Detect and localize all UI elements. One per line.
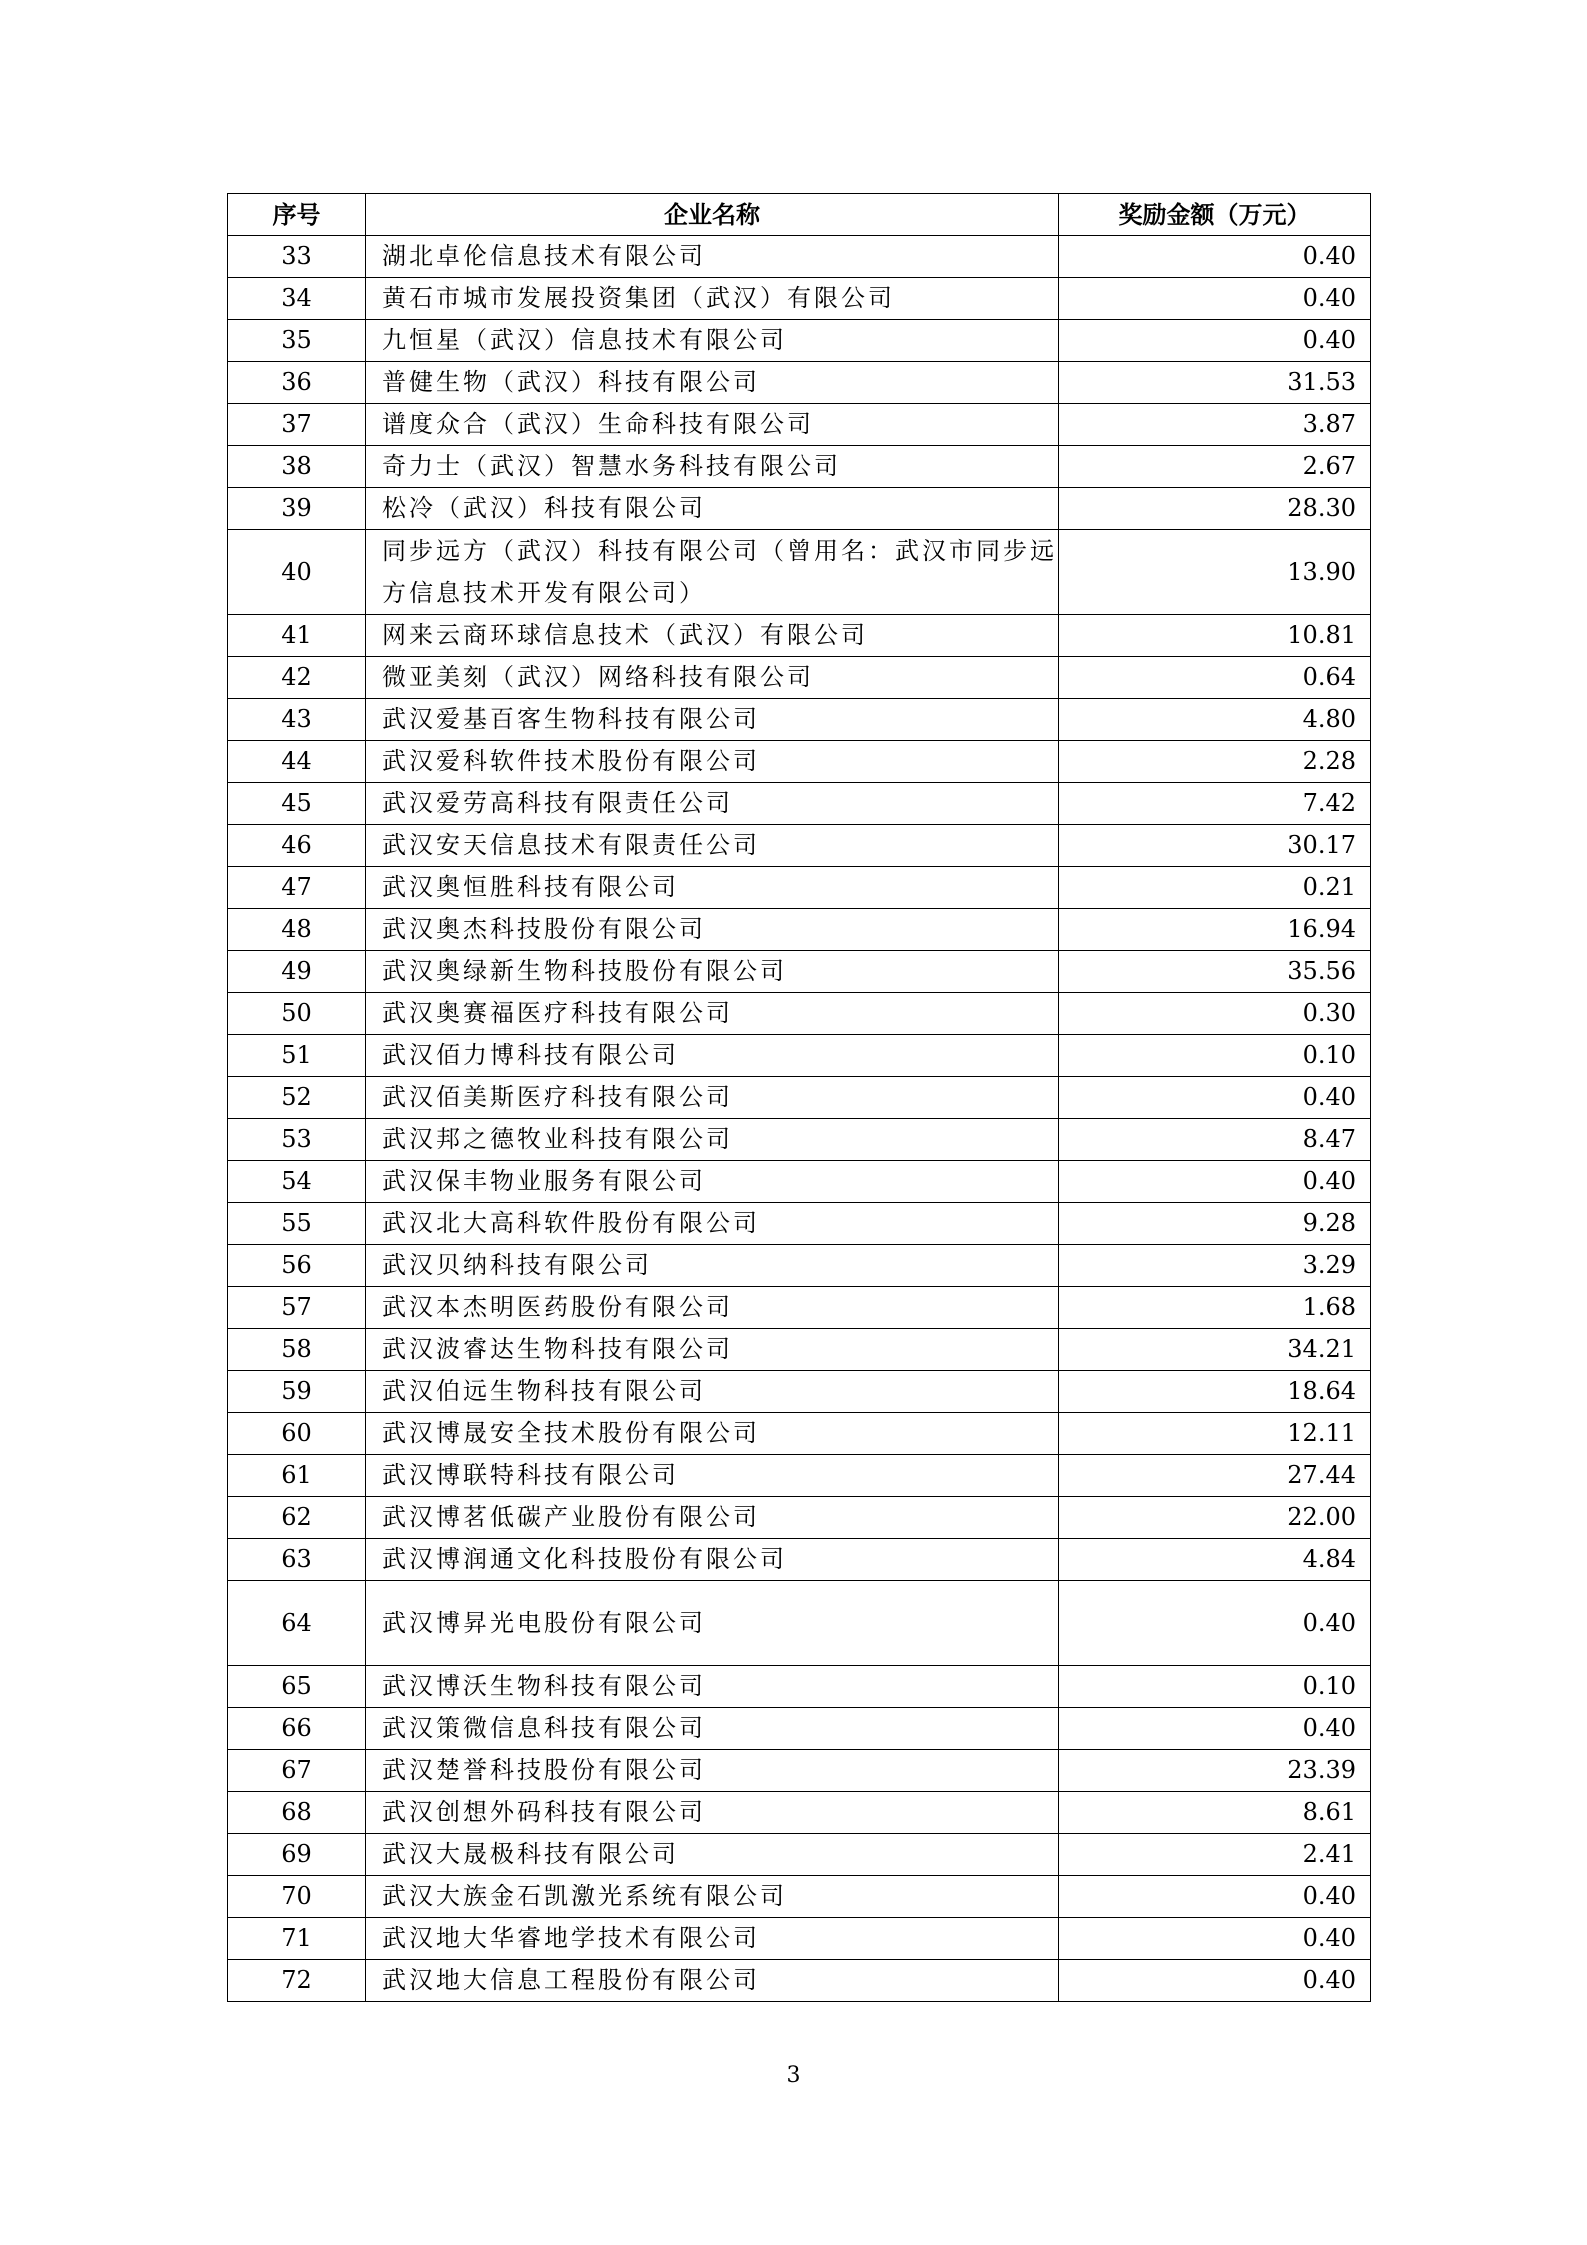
row-award-amount: 0.40 (1059, 1581, 1371, 1666)
row-award-amount: 23.39 (1059, 1750, 1371, 1792)
row-award-amount: 9.28 (1059, 1203, 1371, 1245)
table-header-row (228, 194, 1371, 236)
table-row (228, 1455, 1371, 1497)
table-row (228, 1918, 1371, 1960)
table-row (228, 1161, 1371, 1203)
row-award-amount: 8.61 (1059, 1792, 1371, 1834)
table-row (228, 1119, 1371, 1161)
row-index: 40 (228, 530, 366, 615)
row-index: 57 (228, 1287, 366, 1329)
row-award-amount: 3.87 (1059, 404, 1371, 446)
row-company-name: 同步远方（武汉）科技有限公司（曾用名：武汉市同步远方信息技术开发有限公司） (366, 530, 1059, 615)
row-index: 46 (228, 825, 366, 867)
table-row (228, 1413, 1371, 1455)
row-company-name: 九恒星（武汉）信息技术有限公司 (366, 320, 1059, 362)
row-company-name: 武汉爱科软件技术股份有限公司 (366, 741, 1059, 783)
row-index: 52 (228, 1077, 366, 1119)
row-company-name: 武汉博润通文化科技股份有限公司 (366, 1539, 1059, 1581)
row-index: 60 (228, 1413, 366, 1455)
row-award-amount: 35.56 (1059, 951, 1371, 993)
row-award-amount: 0.40 (1059, 1708, 1371, 1750)
row-company-name: 武汉贝纳科技有限公司 (366, 1245, 1059, 1287)
row-index: 41 (228, 615, 366, 657)
row-company-name: 武汉博昇光电股份有限公司 (366, 1581, 1059, 1666)
row-award-amount: 2.41 (1059, 1834, 1371, 1876)
row-index: 49 (228, 951, 366, 993)
row-index: 61 (228, 1455, 366, 1497)
row-award-amount: 0.40 (1059, 1161, 1371, 1203)
table-row (228, 1750, 1371, 1792)
row-index: 71 (228, 1918, 366, 1960)
table-row (228, 1666, 1371, 1708)
row-index: 59 (228, 1371, 366, 1413)
row-award-amount: 12.11 (1059, 1413, 1371, 1455)
row-index: 68 (228, 1792, 366, 1834)
row-company-name: 网来云商环球信息技术（武汉）有限公司 (366, 615, 1059, 657)
award-table (227, 193, 1371, 2002)
row-company-name: 武汉奥杰科技股份有限公司 (366, 909, 1059, 951)
row-company-name: 武汉邦之德牧业科技有限公司 (366, 1119, 1059, 1161)
row-award-amount: 0.64 (1059, 657, 1371, 699)
row-award-amount: 10.81 (1059, 615, 1371, 657)
row-company-name: 武汉创想外码科技有限公司 (366, 1792, 1059, 1834)
row-index: 38 (228, 446, 366, 488)
table-row (228, 530, 1371, 615)
row-index: 47 (228, 867, 366, 909)
table-row (228, 362, 1371, 404)
row-company-name: 武汉本杰明医药股份有限公司 (366, 1287, 1059, 1329)
row-award-amount: 0.40 (1059, 278, 1371, 320)
row-index: 72 (228, 1960, 366, 2002)
header-index: 序号 (228, 194, 366, 236)
row-company-name: 武汉博沃生物科技有限公司 (366, 1666, 1059, 1708)
row-company-name: 武汉楚誉科技股份有限公司 (366, 1750, 1059, 1792)
header-company-name: 企业名称 (366, 194, 1059, 236)
row-index: 54 (228, 1161, 366, 1203)
table-row (228, 1834, 1371, 1876)
row-index: 65 (228, 1666, 366, 1708)
row-company-name: 武汉地大华睿地学技术有限公司 (366, 1918, 1059, 1960)
row-company-name: 武汉爱劳高科技有限责任公司 (366, 783, 1059, 825)
row-company-name: 武汉策微信息科技有限公司 (366, 1708, 1059, 1750)
row-index: 62 (228, 1497, 366, 1539)
row-company-name: 武汉奥绿新生物科技股份有限公司 (366, 951, 1059, 993)
row-award-amount: 22.00 (1059, 1497, 1371, 1539)
row-index: 42 (228, 657, 366, 699)
row-award-amount: 0.30 (1059, 993, 1371, 1035)
row-company-name: 武汉奥赛福医疗科技有限公司 (366, 993, 1059, 1035)
row-company-name: 奇力士（武汉）智慧水务科技有限公司 (366, 446, 1059, 488)
row-company-name: 武汉佰美斯医疗科技有限公司 (366, 1077, 1059, 1119)
row-award-amount: 31.53 (1059, 362, 1371, 404)
row-award-amount: 0.40 (1059, 236, 1371, 278)
table-row (228, 1792, 1371, 1834)
row-index: 53 (228, 1119, 366, 1161)
row-award-amount: 8.47 (1059, 1119, 1371, 1161)
table-row (228, 699, 1371, 741)
row-award-amount: 27.44 (1059, 1455, 1371, 1497)
row-index: 45 (228, 783, 366, 825)
row-company-name: 松冷（武汉）科技有限公司 (366, 488, 1059, 530)
row-company-name: 武汉波睿达生物科技有限公司 (366, 1329, 1059, 1371)
table-row (228, 278, 1371, 320)
header-award-amount: 奖励金额（万元） (1059, 194, 1371, 236)
row-index: 63 (228, 1539, 366, 1581)
row-award-amount: 0.10 (1059, 1035, 1371, 1077)
row-company-name: 武汉博联特科技有限公司 (366, 1455, 1059, 1497)
row-index: 56 (228, 1245, 366, 1287)
row-company-name: 武汉北大高科软件股份有限公司 (366, 1203, 1059, 1245)
row-company-name: 黄石市城市发展投资集团（武汉）有限公司 (366, 278, 1059, 320)
row-award-amount: 0.10 (1059, 1666, 1371, 1708)
row-award-amount: 7.42 (1059, 783, 1371, 825)
row-award-amount: 1.68 (1059, 1287, 1371, 1329)
row-company-name: 武汉爱基百客生物科技有限公司 (366, 699, 1059, 741)
row-award-amount: 3.29 (1059, 1245, 1371, 1287)
row-company-name: 湖北卓伦信息技术有限公司 (366, 236, 1059, 278)
row-company-name: 武汉地大信息工程股份有限公司 (366, 1960, 1059, 2002)
page-number: 3 (786, 2063, 801, 2088)
table-row (228, 488, 1371, 530)
row-company-name: 武汉大晟极科技有限公司 (366, 1834, 1059, 1876)
table-row (228, 1245, 1371, 1287)
row-index: 44 (228, 741, 366, 783)
table-row (228, 615, 1371, 657)
table-row (228, 1077, 1371, 1119)
table-row (228, 993, 1371, 1035)
row-index: 70 (228, 1876, 366, 1918)
row-index: 48 (228, 909, 366, 951)
table-row (228, 867, 1371, 909)
table-row (228, 783, 1371, 825)
row-index: 69 (228, 1834, 366, 1876)
table-row (228, 657, 1371, 699)
row-award-amount: 28.30 (1059, 488, 1371, 530)
row-company-name: 武汉佰力博科技有限公司 (366, 1035, 1059, 1077)
table-row (228, 741, 1371, 783)
table-row (228, 1497, 1371, 1539)
row-award-amount: 4.84 (1059, 1539, 1371, 1581)
row-index: 34 (228, 278, 366, 320)
table-row (228, 1035, 1371, 1077)
row-award-amount: 0.21 (1059, 867, 1371, 909)
row-award-amount: 18.64 (1059, 1371, 1371, 1413)
table-row (228, 1203, 1371, 1245)
row-company-name: 武汉伯远生物科技有限公司 (366, 1371, 1059, 1413)
table-row (228, 1371, 1371, 1413)
row-award-amount: 30.17 (1059, 825, 1371, 867)
row-award-amount: 16.94 (1059, 909, 1371, 951)
table-row (228, 236, 1371, 278)
row-index: 66 (228, 1708, 366, 1750)
table-row (228, 1581, 1371, 1666)
table-row (228, 909, 1371, 951)
row-award-amount: 0.40 (1059, 1918, 1371, 1960)
row-award-amount: 0.40 (1059, 1960, 1371, 2002)
row-index: 35 (228, 320, 366, 362)
row-index: 33 (228, 236, 366, 278)
row-index: 50 (228, 993, 366, 1035)
row-company-name: 武汉博晟安全技术股份有限公司 (366, 1413, 1059, 1455)
row-company-name: 武汉保丰物业服务有限公司 (366, 1161, 1059, 1203)
table-row (228, 1960, 1371, 2002)
row-index: 43 (228, 699, 366, 741)
row-index: 36 (228, 362, 366, 404)
table-row (228, 951, 1371, 993)
table-row (228, 1539, 1371, 1581)
row-index: 64 (228, 1581, 366, 1666)
row-award-amount: 2.67 (1059, 446, 1371, 488)
row-award-amount: 0.40 (1059, 320, 1371, 362)
row-award-amount: 2.28 (1059, 741, 1371, 783)
row-award-amount: 13.90 (1059, 530, 1371, 615)
table-row (228, 1708, 1371, 1750)
table-row (228, 1287, 1371, 1329)
table-row (228, 404, 1371, 446)
row-award-amount: 0.40 (1059, 1876, 1371, 1918)
row-company-name: 武汉奥恒胜科技有限公司 (366, 867, 1059, 909)
row-company-name: 微亚美刻（武汉）网络科技有限公司 (366, 657, 1059, 699)
table-row (228, 446, 1371, 488)
table-row (228, 1329, 1371, 1371)
row-index: 39 (228, 488, 366, 530)
row-company-name: 普健生物（武汉）科技有限公司 (366, 362, 1059, 404)
row-company-name: 武汉大族金石凯激光系统有限公司 (366, 1876, 1059, 1918)
row-award-amount: 4.80 (1059, 699, 1371, 741)
row-index: 37 (228, 404, 366, 446)
row-award-amount: 0.40 (1059, 1077, 1371, 1119)
row-company-name: 武汉安天信息技术有限责任公司 (366, 825, 1059, 867)
row-index: 67 (228, 1750, 366, 1792)
row-index: 51 (228, 1035, 366, 1077)
table-row (228, 1876, 1371, 1918)
table-row (228, 825, 1371, 867)
row-index: 58 (228, 1329, 366, 1371)
row-award-amount: 34.21 (1059, 1329, 1371, 1371)
table-row (228, 320, 1371, 362)
row-index: 55 (228, 1203, 366, 1245)
row-company-name: 武汉博茗低碳产业股份有限公司 (366, 1497, 1059, 1539)
row-company-name: 谱度众合（武汉）生命科技有限公司 (366, 404, 1059, 446)
